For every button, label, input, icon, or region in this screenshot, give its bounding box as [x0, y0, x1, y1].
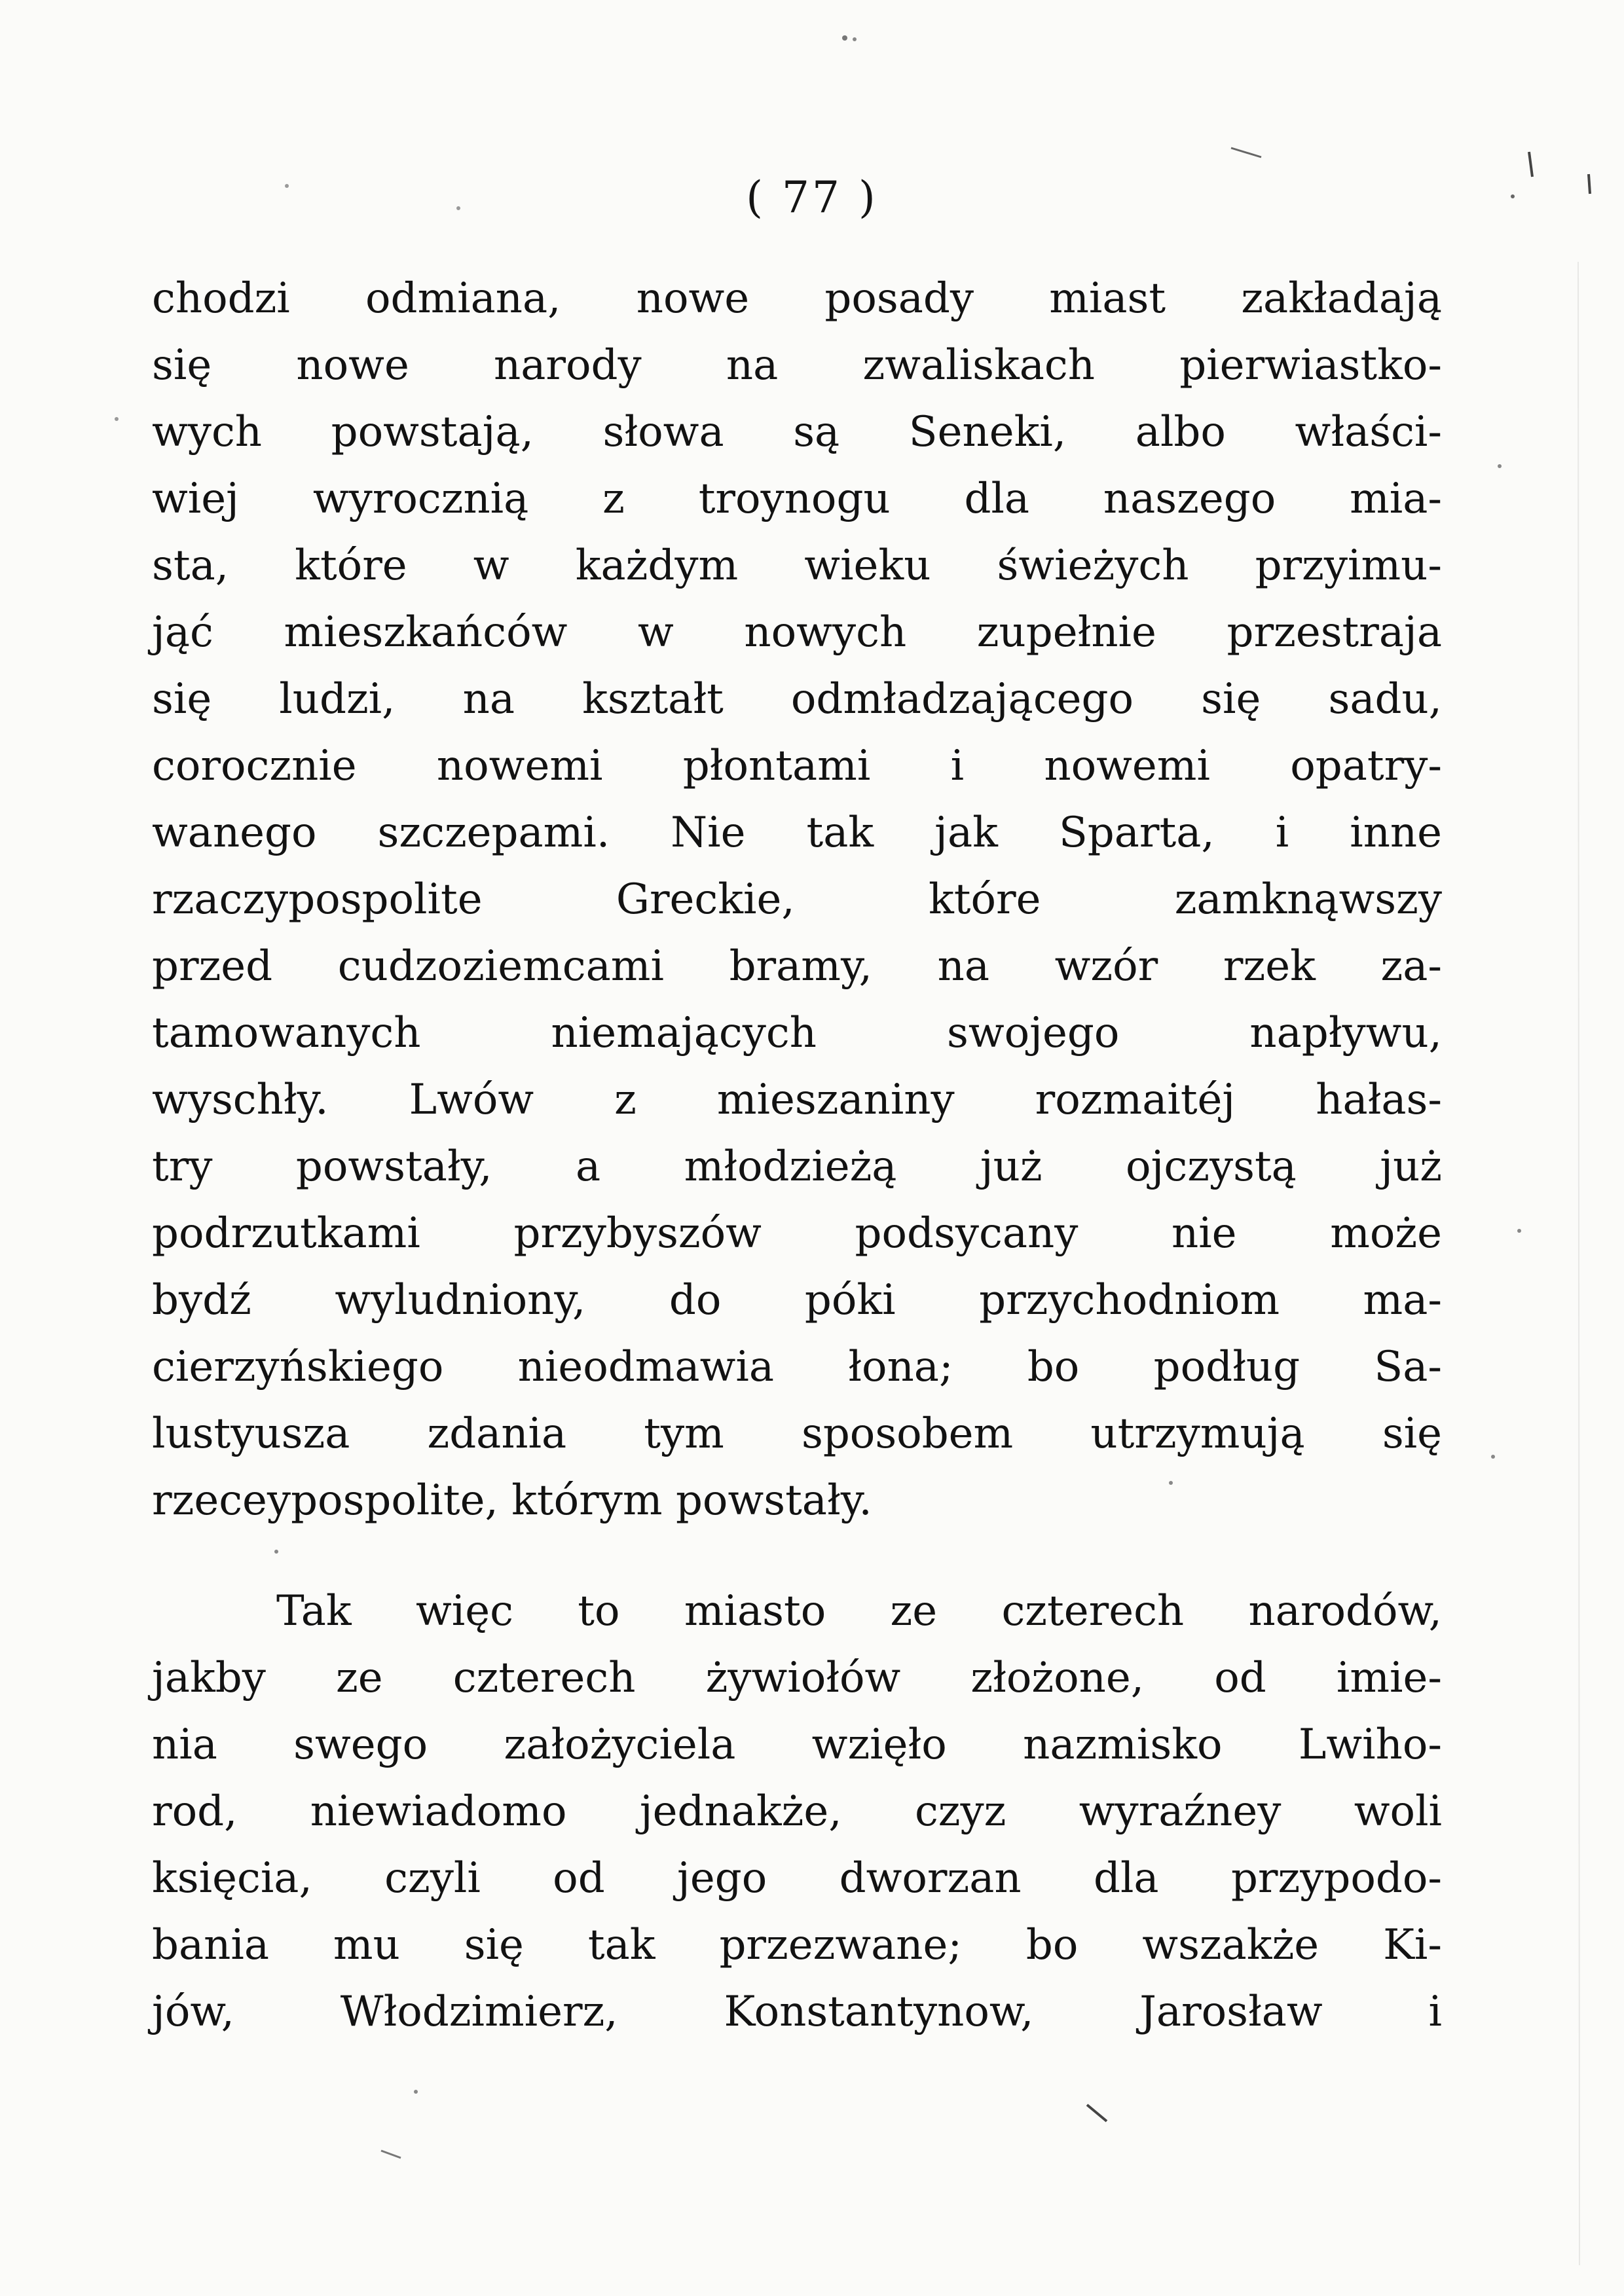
text-line: try powstały, a młodzieżą już ojczystą już	[152, 1142, 1442, 1191]
text-line: rzeceypospolite, którym powstały.	[152, 1476, 872, 1525]
text-line: bania mu się tak przezwane; bo wszakże Ki-	[152, 1921, 1442, 1969]
paragraph-1	[152, 265, 1442, 1534]
speck	[853, 37, 857, 41]
text-line: jakby ze czterech żywiołów złożone, od imie-	[152, 1654, 1442, 1702]
page-number: ( 77 )	[746, 172, 878, 223]
page-edge-shadow	[1578, 262, 1579, 2265]
text-line: jąć mieszkańców w nowych zupełnie przestraja	[152, 608, 1442, 657]
speck	[414, 2090, 418, 2094]
text-line: się ludzi, na kształt odmładzającego się sadu,	[152, 675, 1442, 723]
text-line: jów, Włodzimierz, Konstantynow, Jarosław i	[152, 1988, 1442, 2036]
speck	[274, 1550, 278, 1554]
text-line: cierzyńskiego nieodmawia łona; bo podług Sa-	[152, 1343, 1442, 1391]
text-line: lustyusza zdania tym sposobem utrzymują się	[152, 1410, 1442, 1458]
text-line: chodzi odmiana, nowe posady miast zakładają	[152, 274, 1442, 323]
paragraph-2	[152, 1578, 1442, 2045]
speck	[1517, 1229, 1521, 1233]
speck	[842, 35, 847, 41]
text-line: corocznie nowemi płontami i nowemi opatry-	[152, 742, 1442, 790]
speck	[1087, 2105, 1107, 2121]
text-line: rzaczypospolite Greckie, które zamknąwszy	[152, 875, 1442, 924]
text-line: księcia, czyli od jego dworzan dla przypodo-	[152, 1854, 1442, 1903]
text-line: wanego szczepami. Nie tak jak Sparta, i inne	[152, 809, 1442, 857]
text-line: bydź wyludniony, do póki przychodniom ma-	[152, 1276, 1442, 1324]
text-line: wych powstają, słowa są Seneki, albo właści-	[152, 408, 1442, 456]
text-line: nia swego założyciela wzięło nazmisko Lwiho-	[152, 1721, 1442, 1769]
text-line: wiej wyrocznią z troynogu dla naszego mia-	[152, 475, 1442, 523]
speck	[1231, 148, 1261, 157]
speck	[1498, 464, 1502, 468]
speck	[1491, 1455, 1495, 1459]
speck	[381, 2151, 401, 2158]
text-line: rod, niewiadomo jednakże, czyz wyraźney woli	[152, 1787, 1442, 1836]
text-line: sta, które w każdym wieku świeżych przyimu-	[152, 541, 1442, 590]
text-line: wyschły. Lwów z mieszaniny rozmaitéj hałas-	[152, 1076, 1442, 1124]
text-line: się nowe narody na zwaliskach pierwiastko-	[152, 341, 1442, 390]
text-line: Tak więc to miasto ze czterech narodów,	[276, 1587, 1442, 1635]
text-line: podrzutkami przybyszów podsycany nie może	[152, 1209, 1442, 1258]
text-line: przed cudzoziemcami bramy, na wzór rzek za-	[152, 942, 1442, 991]
speck	[115, 417, 119, 421]
text-line: tamowanych niemających swojego napływu,	[152, 1009, 1442, 1057]
